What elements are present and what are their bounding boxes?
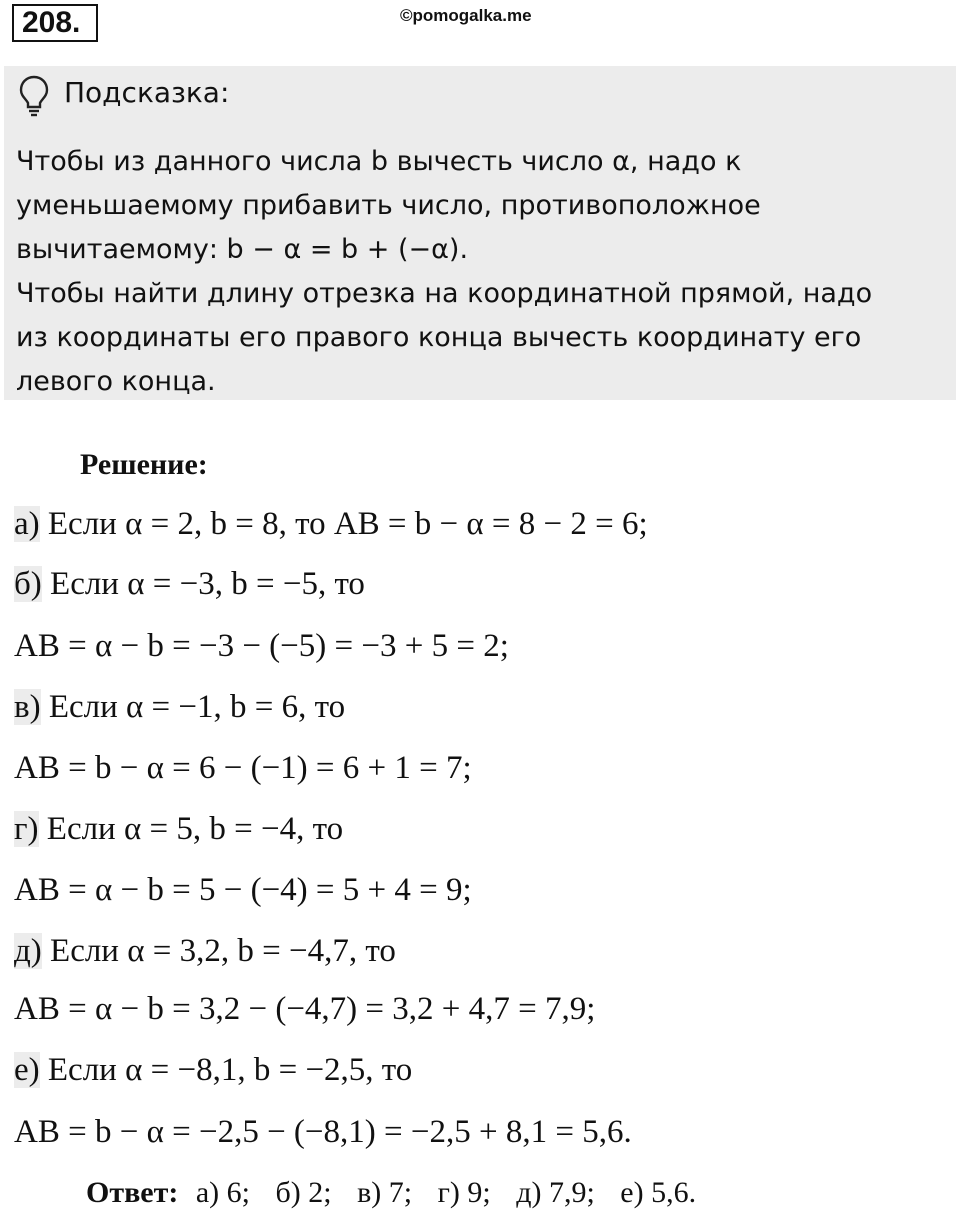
solution-line — [14, 506, 648, 543]
solution-line — [14, 811, 343, 848]
case-label: г) — [14, 811, 39, 847]
solution-text: Если α = 3,2, b = −4,7, то — [41, 933, 396, 969]
solution-text: Если α = 5, b = −4, то — [38, 811, 344, 847]
hint-text — [16, 140, 946, 404]
hint-line: Чтобы из данного числа b вычесть число α, надо к — [16, 146, 742, 177]
hint-title: Подсказка: — [64, 76, 230, 109]
hint-line: Чтобы найти длину отрезка на координатной прямой, надо — [16, 278, 873, 309]
case-label: а) — [14, 506, 40, 542]
problem-number: 208. — [12, 4, 98, 42]
hint-line: уменьшаемому прибавить число, противоположное — [16, 190, 761, 221]
answer-item: в) 7; — [357, 1176, 413, 1209]
solution-line — [14, 1114, 632, 1151]
solution-line — [14, 689, 345, 726]
answer-item: д) 7,9; — [516, 1176, 595, 1209]
answer-item: а) 6; — [195, 1176, 250, 1209]
case-label: в) — [14, 689, 41, 725]
solution-text: Если α = 2, b = 8, то AB = b − α = 8 − 2 = 6; — [39, 506, 648, 542]
solution-line — [14, 991, 595, 1028]
answer-label: Ответ: — [86, 1176, 179, 1209]
solution-line — [14, 933, 396, 970]
hint-line: из координаты его правого конца вычесть координату его — [16, 322, 862, 353]
case-label: д) — [14, 933, 42, 969]
solution-title: Решение: — [80, 448, 208, 481]
solution-line — [14, 750, 472, 787]
solution-text: AB = α − b = 5 − (−4) = 5 + 4 = 9; — [14, 872, 472, 908]
hint-line: вычитаемому: b − α = b + (−α). — [16, 234, 469, 265]
solution-text: Если α = −3, b = −5, то — [41, 566, 365, 602]
solution-text: AB = b − α = 6 − (−1) = 6 + 1 = 7; — [14, 750, 472, 786]
solution-line — [14, 566, 365, 603]
answer-item: б) 2; — [275, 1176, 332, 1209]
solution-line — [14, 1052, 412, 1089]
case-label: б) — [14, 566, 42, 602]
lightbulb-icon — [18, 74, 50, 118]
site-watermark: ©pomogalka.me — [400, 6, 532, 25]
answer-item: е) 5,6. — [620, 1176, 697, 1209]
solution-text: AB = α − b = −3 − (−5) = −3 + 5 = 2; — [14, 628, 509, 664]
solution-line — [14, 628, 509, 665]
solution-text: Если α = −8,1, b = −2,5, то — [39, 1052, 413, 1088]
answer-item: г) 9; — [437, 1176, 491, 1209]
answer-line — [86, 1176, 714, 1210]
case-label: е) — [14, 1052, 40, 1088]
solution-line — [14, 872, 472, 909]
hint-line: левого конца. — [16, 366, 216, 397]
solution-text: AB = b − α = −2,5 − (−8,1) = −2,5 + 8,1 = 5,6. — [14, 1114, 632, 1150]
solution-text: AB = α − b = 3,2 − (−4,7) = 3,2 + 4,7 = 7,9; — [14, 991, 596, 1027]
solution-text: Если α = −1, b = 6, то — [40, 689, 346, 725]
hint-box — [4, 66, 956, 400]
